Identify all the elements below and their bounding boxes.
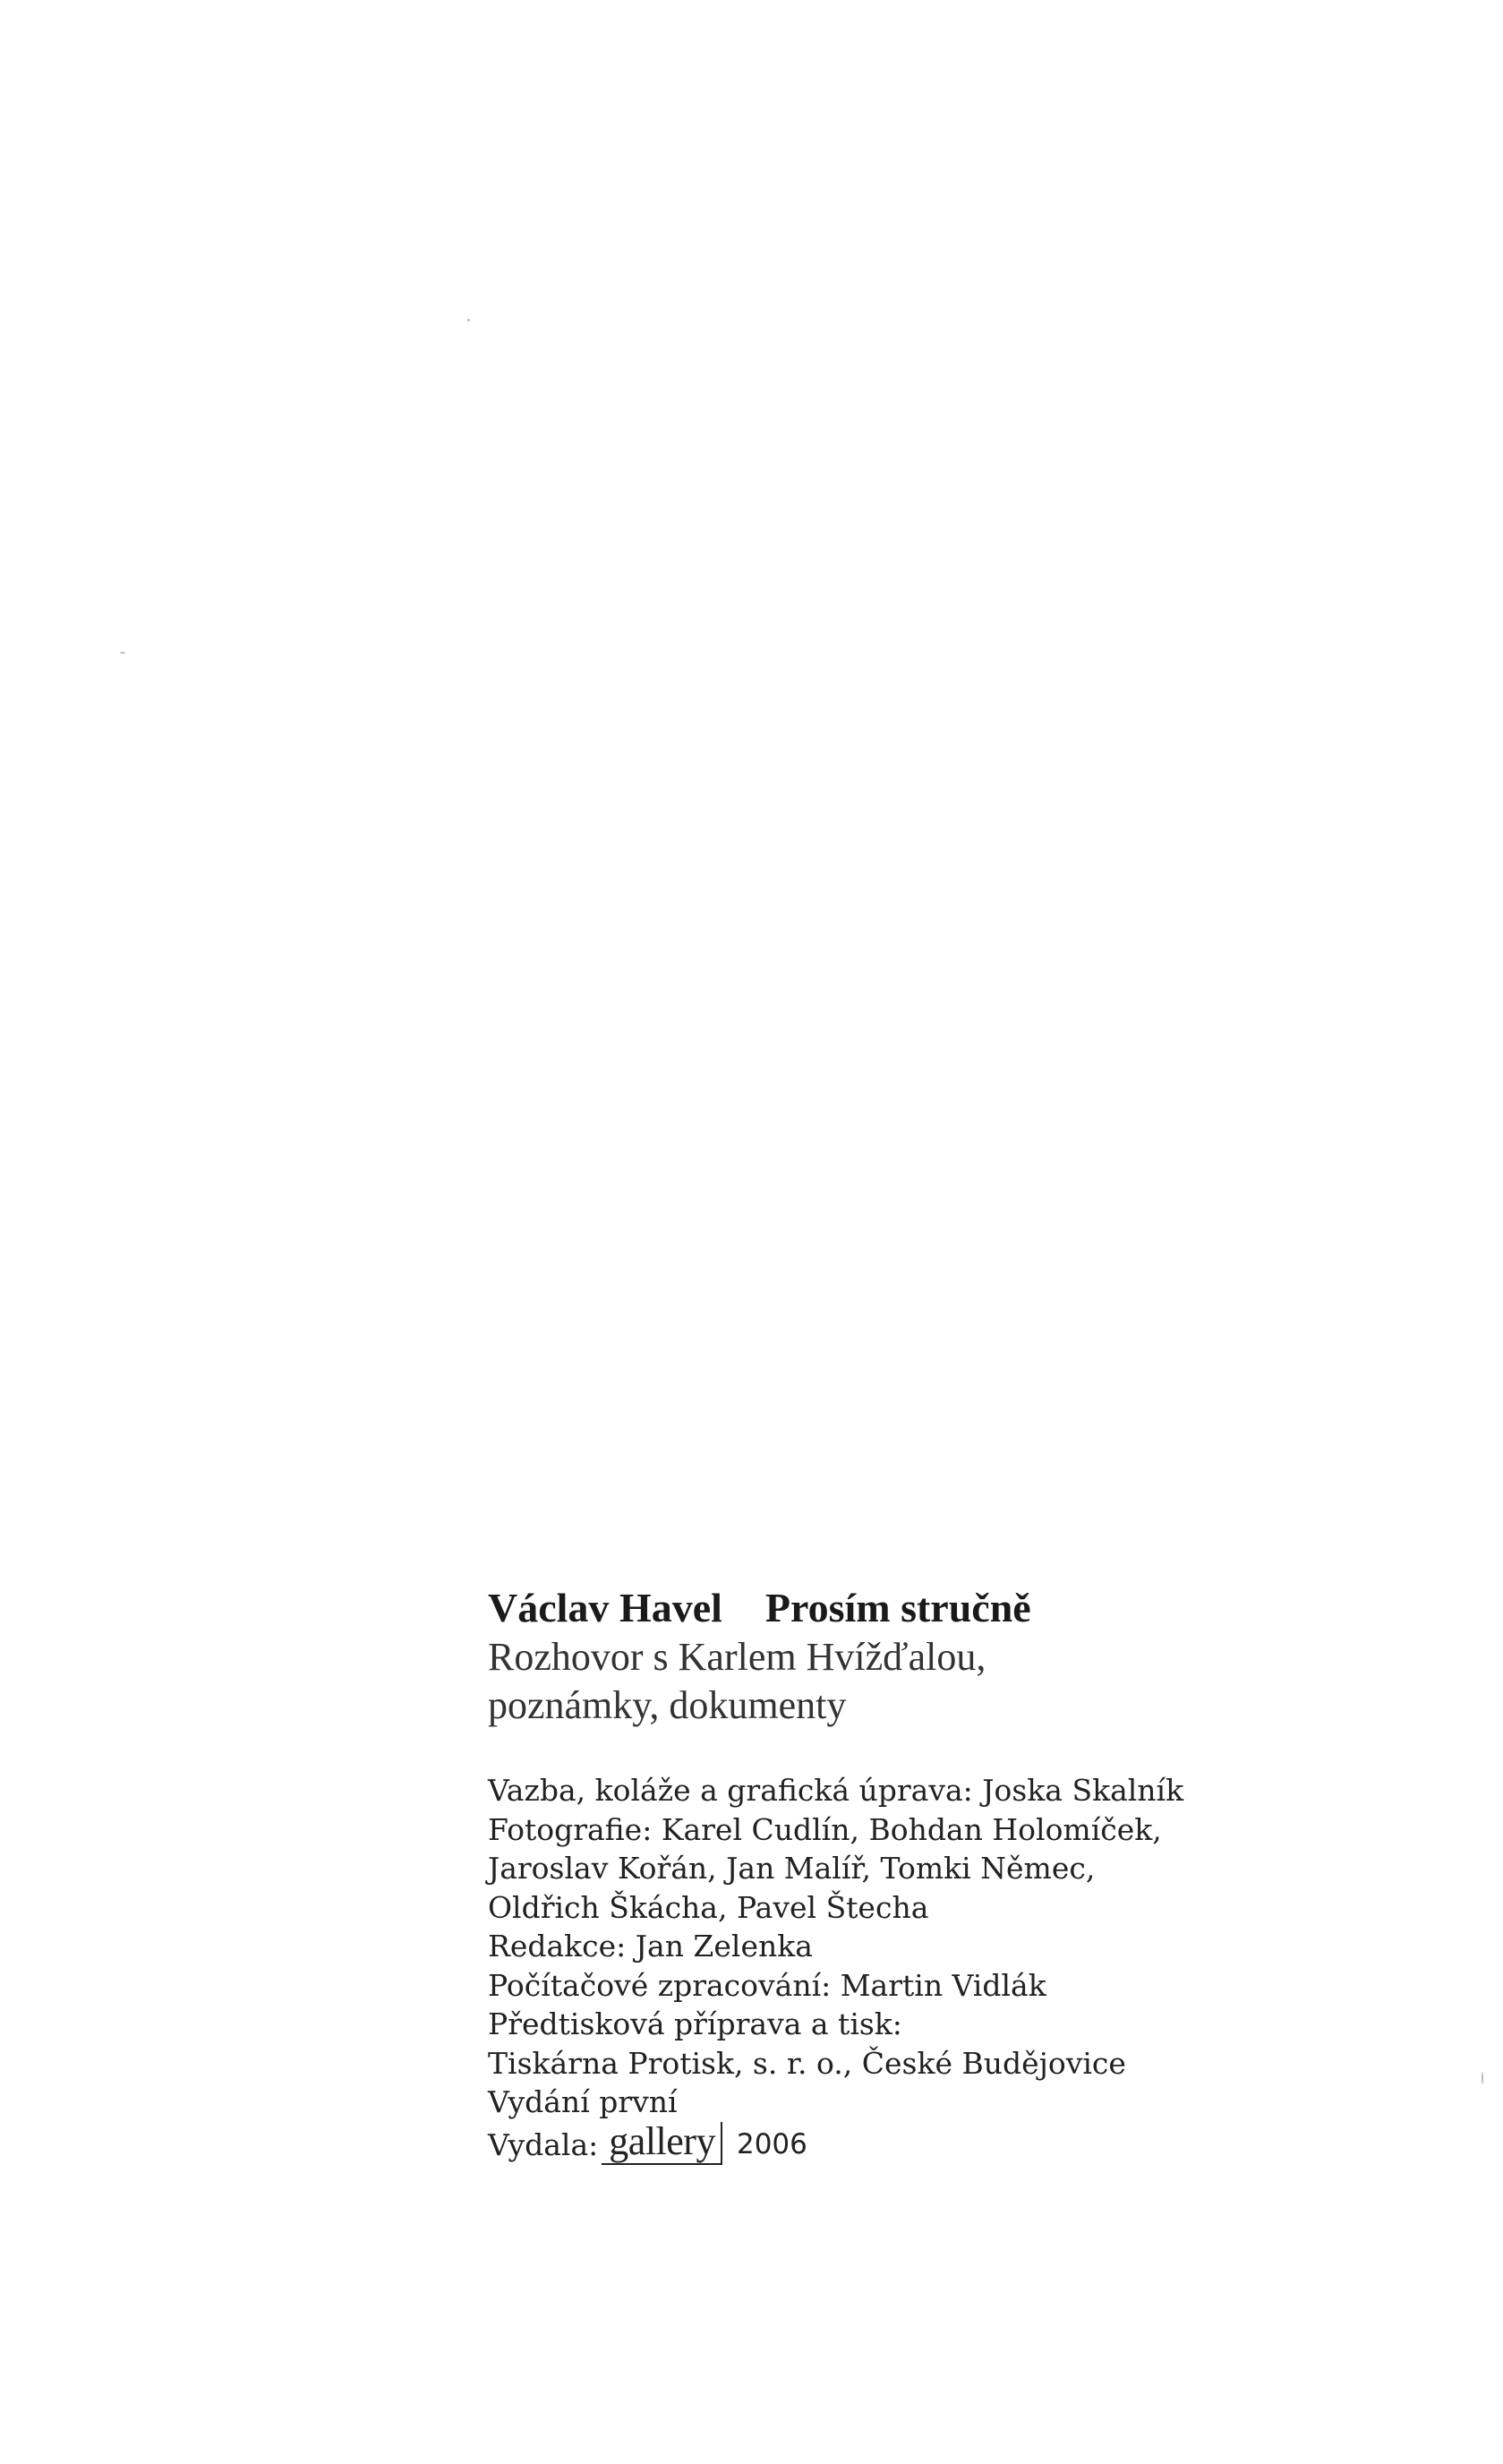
credit-line: Vydání první — [488, 2084, 678, 2119]
credit-line: Jaroslav Kořán, Jan Malíř, Tomki Němec, — [488, 1851, 1096, 1886]
credit-line: Vazba, koláže a grafická úprava: Joska Skalník — [488, 1773, 1184, 1808]
book-title-line — [488, 1583, 1383, 1633]
colophon — [488, 1583, 1383, 2165]
publisher-label: Vydala: — [488, 2127, 599, 2162]
book-title: Prosím stručně — [764, 1585, 1031, 1630]
credit-line: Redakce: Jan Zelenka — [488, 1929, 813, 1964]
credits-block — [488, 1771, 1383, 2165]
credit-line: Fotografie: Karel Cudlín, Bohdan Holomíček, — [488, 1811, 1162, 1847]
paper-speck — [1482, 2072, 1483, 2084]
publication-year: 2006 — [736, 2128, 807, 2160]
credit-line: Oldřich Škácha, Pavel Štecha — [488, 1889, 929, 1925]
paper-speck — [120, 652, 125, 654]
credit-line: Předtisková příprava a tisk: — [488, 2006, 902, 2041]
credit-line: Tiskárna Protisk, s. r. o., České Budějovice — [488, 2045, 1126, 2081]
publisher-line — [488, 2118, 1383, 2165]
subtitle-line: poznámky, dokumenty — [488, 1683, 847, 1727]
author-name: Václav Havel — [488, 1585, 722, 1630]
paper-speck — [467, 319, 470, 321]
subtitle-line: Rozhovor s Karlem Hvížďalou, — [488, 1635, 986, 1679]
gallery-logo: gallery — [602, 2122, 722, 2165]
credit-line: Počítačové zpracování: Martin Vidlák — [488, 1967, 1046, 2003]
